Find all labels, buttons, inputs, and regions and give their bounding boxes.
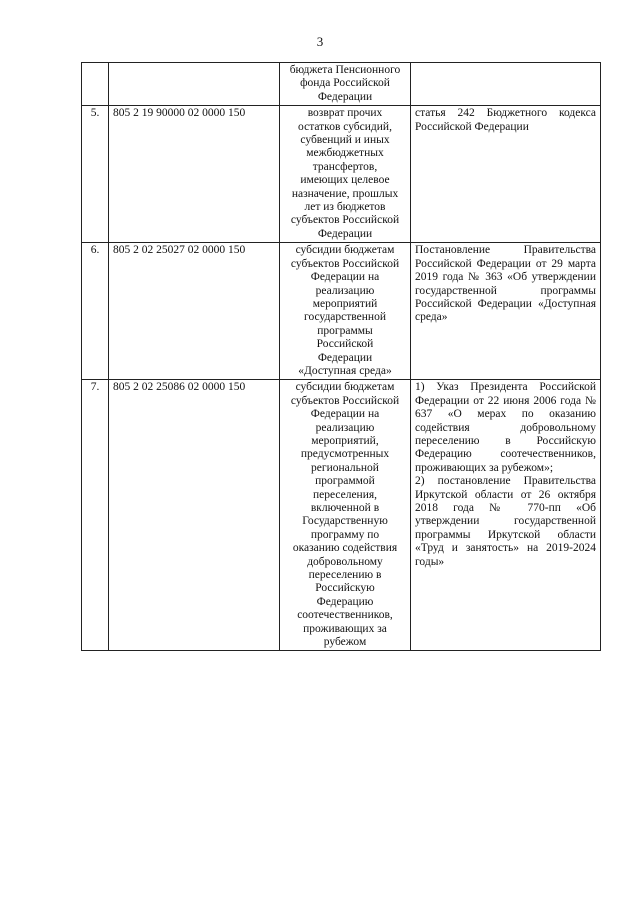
description-line: «Доступная среда» xyxy=(298,364,392,377)
budget-classification-code xyxy=(109,63,280,106)
description-line: фонда Российской xyxy=(300,77,390,90)
description-line: программы xyxy=(317,324,373,337)
legal-basis-paragraph: Постановление Правительства Российской Федерации от 29 марта 2019 года № 363 «Об утверждении государственной программы Российской Федерации «Доступная среда» xyxy=(415,244,596,324)
row-number: 7. xyxy=(82,380,109,651)
legal-basis xyxy=(411,243,601,380)
description-line: добровольному xyxy=(307,555,383,568)
table-row xyxy=(82,380,601,651)
description-line: Российской xyxy=(316,338,374,351)
description-line: субъектов Российской xyxy=(290,214,400,227)
description-line: остатков субсидий, xyxy=(298,120,392,133)
page-number: 3 xyxy=(316,34,324,49)
table-row xyxy=(82,63,601,106)
description-line: оказанию содействия xyxy=(292,542,398,555)
description-line: субъектов Российской xyxy=(290,394,400,407)
description-line: проживающих за xyxy=(303,622,387,635)
legal-basis xyxy=(411,106,601,243)
description-line: Федерацию xyxy=(316,595,374,608)
description-line: программой xyxy=(315,475,375,488)
description-line: реализацию xyxy=(315,421,375,434)
description-line: Российскую xyxy=(315,582,375,595)
description-line: возврат прочих xyxy=(307,107,383,120)
description-line: Федерации на xyxy=(310,408,380,421)
revenue-description xyxy=(280,63,411,106)
budget-classification-code: 805 2 02 25027 02 0000 150 xyxy=(109,243,280,380)
revenue-description xyxy=(280,380,411,651)
description-line: субвенций и иных xyxy=(300,134,390,147)
description-line: программу по xyxy=(310,528,380,541)
description-line: Федерации xyxy=(317,227,373,240)
description-line: субъектов Российской xyxy=(290,257,400,270)
description-line: бюджета Пенсионного xyxy=(289,64,401,76)
description-line: имеющих целевое xyxy=(300,174,390,187)
description-line: переселения, xyxy=(312,488,378,501)
description-line: Государственную xyxy=(302,515,388,528)
description-line: переселению в xyxy=(308,569,382,582)
table-row xyxy=(82,106,601,243)
row-number: 5. xyxy=(82,106,109,243)
legal-basis xyxy=(411,380,601,651)
legal-basis-paragraph: 1) Указ Президента Российской Федерации от 22 июня 2006 года № 637 «О мерах по оказанию содействия добровольному переселению в Российскую Федерацию соотечественников, проживающих за рубежом»; xyxy=(415,381,596,474)
description-line: государственной xyxy=(304,311,386,324)
description-line: региональной xyxy=(311,461,379,474)
description-line: трансфертов, xyxy=(312,160,378,173)
row-number: 6. xyxy=(82,243,109,380)
legal-basis-paragraph: 2) постановление Правительства Иркутской области от 26 октября 2018 года № 770-пп «Об утверждении государственной программы Иркутской области «Труд и занятость» на 2019-2024 годы» xyxy=(415,475,596,568)
description-line: реализацию xyxy=(315,284,375,297)
row-number xyxy=(82,63,109,106)
description-line: назначение, прошлых xyxy=(291,187,399,200)
description-line: включенной в xyxy=(310,502,380,514)
description-line: Федерации xyxy=(317,351,373,364)
description-line: мероприятий xyxy=(312,297,378,310)
description-line: субсидии бюджетам xyxy=(295,244,395,257)
description-line: лет из бюджетов xyxy=(304,201,386,214)
description-line: рубежом xyxy=(323,636,367,649)
legal-basis-paragraph: статья 242 Бюджетного кодекса Российской Федерации xyxy=(415,107,596,133)
table-body xyxy=(82,63,601,651)
description-line: субсидии бюджетам xyxy=(295,381,395,394)
budget-codes-table xyxy=(81,62,601,651)
description-line: Федерации xyxy=(317,90,373,103)
revenue-description xyxy=(280,243,411,380)
description-line: предусмотренных xyxy=(300,448,390,461)
description-line: Федерации на xyxy=(310,271,380,284)
budget-classification-code: 805 2 02 25086 02 0000 150 xyxy=(109,380,280,651)
description-line: межбюджетных xyxy=(306,147,384,160)
legal-basis xyxy=(411,63,601,106)
table-row xyxy=(82,243,601,380)
budget-classification-code: 805 2 19 90000 02 0000 150 xyxy=(109,106,280,243)
description-line: мероприятий, xyxy=(311,434,379,447)
revenue-description xyxy=(280,106,411,243)
description-line: соотечественников, xyxy=(297,609,393,622)
